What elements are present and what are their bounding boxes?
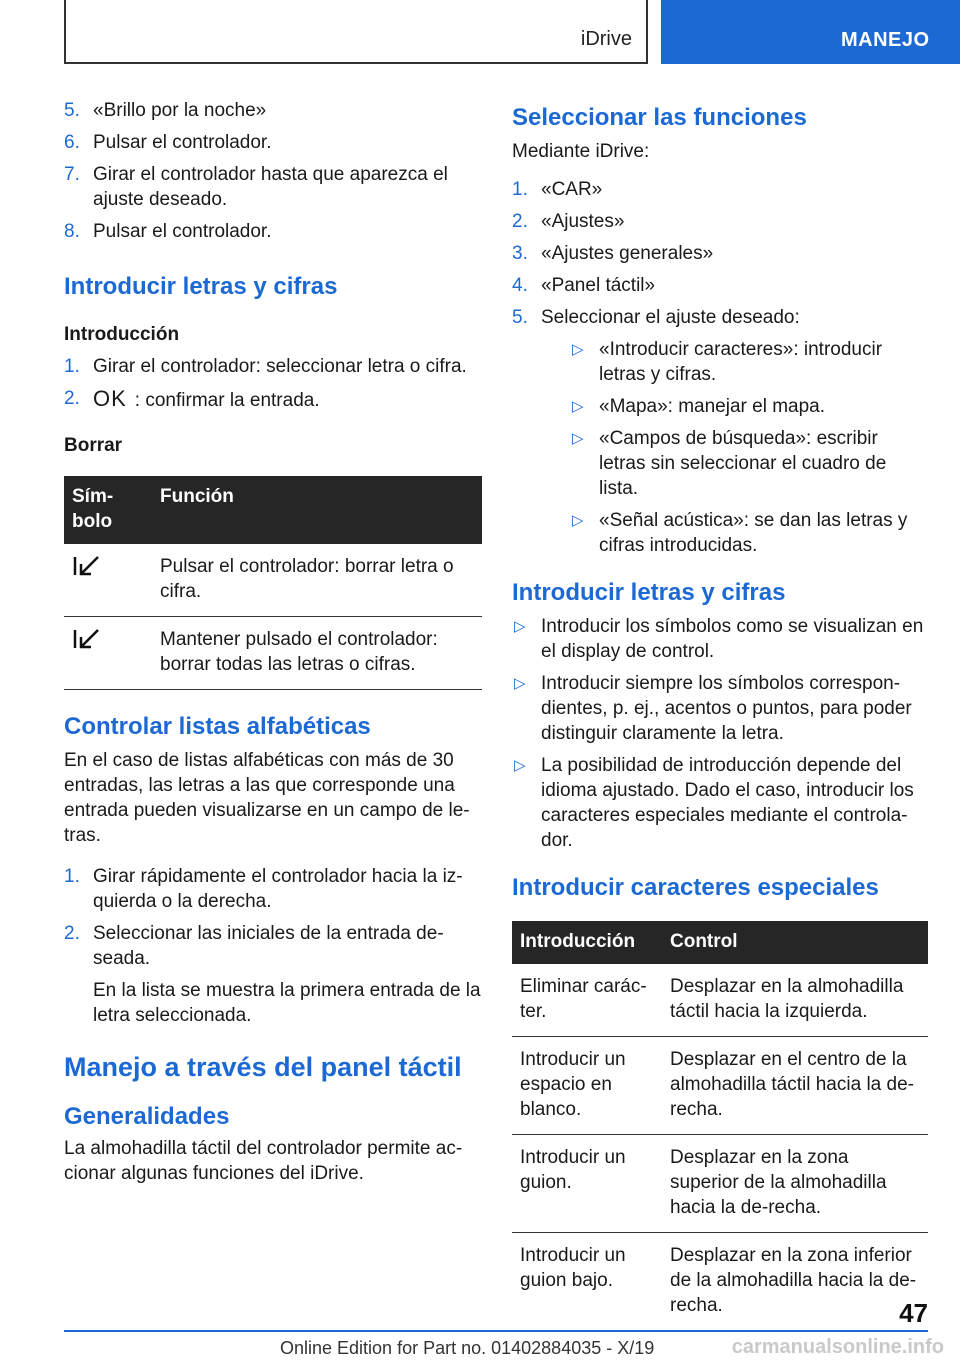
header-section-label: iDrive — [580, 28, 632, 50]
intro-steps-list — [64, 354, 482, 413]
triangle-bullet-icon: ▷ — [514, 757, 526, 774]
header-chapter-tab[interactable] — [661, 0, 960, 64]
page-number: 47 — [899, 1298, 928, 1328]
left-column — [64, 98, 482, 1186]
table-header-function: Función — [152, 476, 482, 544]
delete-symbols-table — [64, 476, 482, 690]
paragraph-mediante-idrive: Mediante iDrive: — [512, 141, 650, 162]
list-item: ▷ «Señal acústica»: se dan las letras y cifras introducidas. — [572, 510, 908, 556]
table-header-control: Control — [662, 921, 928, 964]
subheading-borrar: Borrar — [64, 435, 123, 456]
touchpad-options-list — [570, 337, 928, 558]
paragraph-alphabetic-lists: En el caso de listas alfabéticas con más de 30 entradas, las letras a las que corresponde una entrada pueden visualizarse en un campo de le-tras. — [64, 750, 470, 846]
alphabetic-steps-list — [64, 864, 482, 1028]
list-item: 2. Seleccionar las iniciales de la entrada de-seada. En la lista se muestra la primera entrada de la letra seleccionada. — [64, 923, 481, 1026]
triangle-bullet-icon: ▷ — [514, 675, 526, 692]
list-item: 5. «Brillo por la noche» — [64, 100, 267, 121]
triangle-bullet-icon: ▷ — [514, 618, 526, 635]
list-item: ▷ «Introducir caracteres»: introducir letras y cifras. — [572, 339, 883, 385]
list-item: 2. OK : confirmar la entrada. — [64, 386, 320, 411]
list-item: 1. Girar el controlador: seleccionar letra o cifra. — [64, 356, 467, 377]
table-row: Eliminar carác-ter. Desplazar en la almohadilla táctil hacia la izquierda. — [512, 964, 928, 1037]
heading-seleccionar-funciones: Seleccionar las funciones — [512, 104, 807, 131]
special-characters-table — [512, 921, 928, 1331]
heading-caracteres-especiales: Introducir caracteres especiales — [512, 874, 879, 901]
list-item: 8. Pulsar el controlador. — [64, 221, 272, 242]
list-item: 3. «Ajustes generales» — [512, 243, 714, 264]
header-chapter-label: MANEJO — [841, 29, 930, 51]
triangle-bullet-icon: ▷ — [572, 430, 584, 447]
triangle-bullet-icon: ▷ — [572, 341, 584, 358]
list-item: 1. «CAR» — [512, 179, 603, 200]
list-item: ▷ La posibilidad de introducción depende del idioma ajustado. Dado el caso, introducir los caracteres especiales mediante el controla-dor. — [514, 755, 914, 851]
brightness-steps-list — [64, 98, 482, 244]
list-item: ▷ «Campos de búsqueda»: escribir letras sin seleccionar el cuadro de lista. — [572, 428, 887, 499]
list-item: ▷ Introducir los símbolos como se visualizan en el display de control. — [514, 616, 924, 662]
heading-manejo-panel-tactil: Manejo a través del panel táctil — [64, 1052, 462, 1082]
header-frame — [64, 0, 648, 64]
delete-arrow-icon — [72, 554, 102, 578]
heading-introducir-letras: Introducir letras y cifras — [64, 273, 338, 300]
list-item: ▷ «Mapa»: manejar el mapa. — [572, 396, 826, 417]
table-row: Mantener pulsado el controlador: borrar todas las letras o cifras. — [64, 617, 482, 690]
table-row: Introducir un guion. Desplazar en la zona superior de la almohadilla hacia la de-recha. — [512, 1135, 928, 1233]
footer-divider — [64, 1330, 928, 1332]
table-row: Introducir un espacio en blanco. Desplazar en el centro de la almohadilla táctil hacia la de-recha. — [512, 1037, 928, 1135]
list-item: 2. «Ajustes» — [512, 211, 625, 232]
right-column — [512, 98, 928, 1331]
table-header-symbol: Sím- bolo — [64, 476, 152, 544]
input-tips-list — [512, 614, 928, 853]
list-item: ▷ Introducir siempre los símbolos correspon-dientes, p. ej., acentos o puntos, para poder distinguir claramente la letra. — [514, 673, 912, 744]
list-item: 6. Pulsar el controlador. — [64, 132, 272, 153]
list-item: 1. Girar rápidamente el controlador hacia la iz-quierda o la derecha. — [64, 866, 463, 912]
watermark-logo: carmanualsonline.info — [731, 1336, 944, 1358]
table-row: Introducir un guion bajo. Desplazar en la zona inferior de la almohadilla hacia la de-recha. — [512, 1233, 928, 1331]
footer-edition-text: Online Edition for Part no. 01402884035 - X/19 — [280, 1338, 655, 1358]
heading-generalidades: Generalidades — [64, 1103, 230, 1130]
table-header-introduccion: Introducción — [512, 921, 662, 964]
heading-controlar-listas: Controlar listas alfabéticas — [64, 713, 371, 740]
subheading-introduccion: Introducción — [64, 324, 180, 345]
triangle-bullet-icon: ▷ — [572, 512, 584, 529]
list-item: 4. «Panel táctil» — [512, 275, 656, 296]
table-row: Pulsar el controlador: borrar letra o cifra. — [64, 544, 482, 617]
triangle-bullet-icon: ▷ — [572, 398, 584, 415]
heading-introducir-letras-cifras: Introducir letras y cifras — [512, 579, 786, 606]
ok-icon: OK — [93, 386, 127, 411]
page-header — [0, 0, 960, 66]
touchpad-settings-steps — [512, 177, 928, 558]
list-item: 7. Girar el controlador hasta que aparezca el ajuste deseado. — [64, 164, 448, 210]
delete-arrow-icon — [72, 627, 102, 651]
list-item: 5. Seleccionar el ajuste deseado: ▷ «Introducir caracteres»: introducir letras y cifras. ▷ «Mapa»: manejar el mapa. ▷ «Campos de búsqueda»: escribir letras sin seleccionar el cuadro de lista. ▷ «Señal acústica»: se dan las letras y cifras introducidas. — [512, 305, 928, 558]
paragraph-generalidades: La almohadilla táctil del controlador permite ac-cionar algunas funciones del iDrive. — [64, 1138, 463, 1184]
